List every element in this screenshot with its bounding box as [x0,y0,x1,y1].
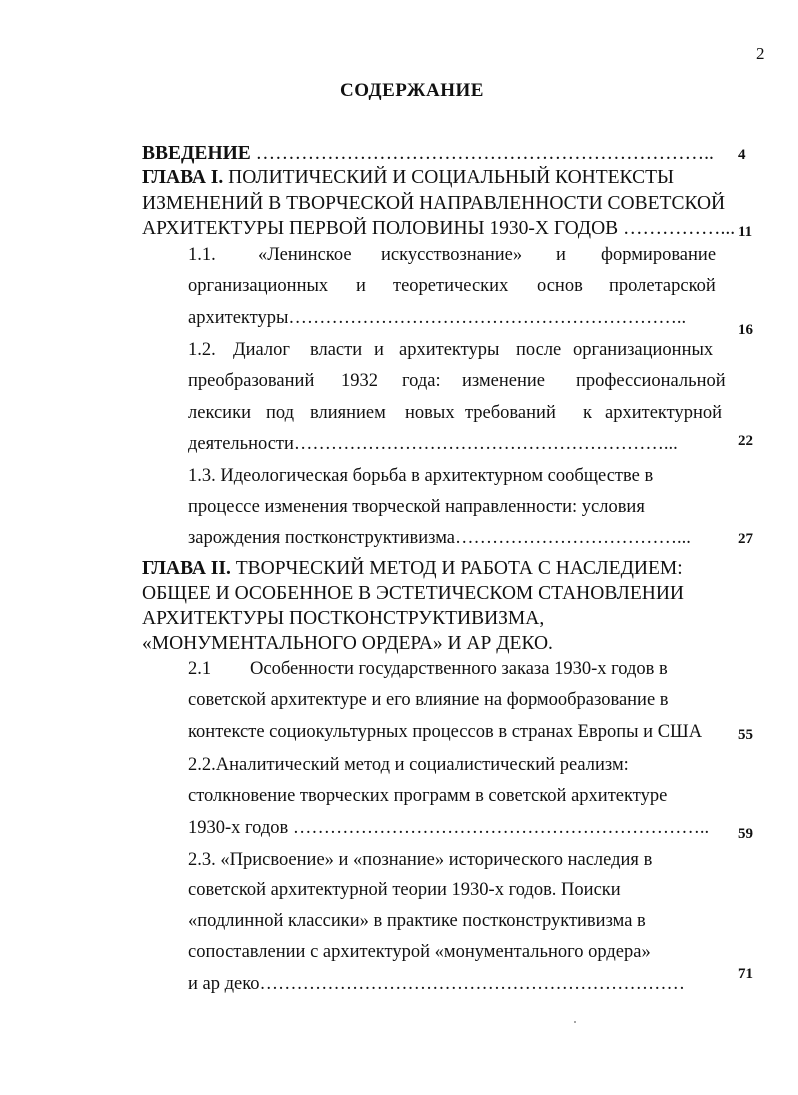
chapter-1-label: ГЛАВА I. [142,167,224,188]
section-1-1-page: 16 [738,322,753,338]
section-2-1-page: 55 [738,727,753,743]
section-1-2-w6: после [516,340,562,360]
intro-label: ВВЕДЕНИЕ [142,143,251,164]
section-1-1-w7: и [356,276,366,296]
chapter-1-title-2: ИЗМЕНЕНИЙ В ТВОРЧЕСКОЙ НАПРАВЛЕННОСТИ СОВЕТСКОЙ [142,193,726,214]
section-1-2-w17: требований [465,403,556,423]
section-2-1-number: 2.1 [188,659,212,679]
section-1-3-page: 27 [738,531,753,547]
section-2-2-line-1: 2.2.Аналитический метод и социалистический реализм: [188,755,629,775]
section-2-1-line-3: контексте социокультурных процессов в странах Европы и США [188,722,703,742]
section-2-2-line-3: 1930-х годов ………………………………………………………….. [188,818,710,838]
section-2-3-line-1: 2.3. «Присвоение» и «познание» исторического наследия в [188,850,653,870]
section-1-2-w7: организационных [573,340,714,360]
page-title: СОДЕРЖАНИЕ [340,80,484,101]
section-1-2-w2: Диалог [233,340,290,360]
section-1-2-w5: архитектуры [399,340,500,360]
section-2-3-line-3: «подлинной классики» в практике постконструктивизма в [188,911,646,931]
section-1-1-w11: архитектуры……………………………………………………….. [188,308,687,328]
chapter-1-page: 11 [738,224,753,240]
section-2-3-line-2: советской архитектурной теории 1930-х годов. Поиски [188,880,621,900]
section-2-3-page: 71 [738,966,753,982]
section-1-2-w4: и [374,340,384,360]
section-1-3-line-2: процессе изменения творческой направленности: условия [188,497,645,517]
chapter-1-title-1: ПОЛИТИЧЕСКИЙ И СОЦИАЛЬНЫЙ КОНТЕКСТЫ [228,167,674,188]
section-1-1-w1: 1.1. [188,245,216,265]
section-1-3-line-3: зарождения постконструктивизма………………………………... [188,528,691,548]
section-1-2-w11: изменение [462,371,545,391]
intro-page: 4 [738,147,746,163]
chapter-1-line-1 [142,167,674,189]
section-2-3-line-5: и ар деко…………………………………………………………… [188,974,686,994]
section-1-1-w2: «Ленинское [258,245,352,265]
section-2-2-line-2: столкновение творческих программ в советской архитектуре [188,786,668,806]
section-1-2-w15: влиянием [310,403,386,423]
section-1-2-w14: под [266,403,295,423]
chapter-2-title-3: АРХИТЕКТУРЫ ПОСТКОНСТРУКТИВИЗМА, [142,608,545,629]
chapter-2-label: ГЛАВА II. [142,558,231,579]
toc-entry-intro[interactable] [142,143,714,165]
section-2-2-page: 59 [738,826,753,842]
section-1-2-w12: профессиональной [576,371,726,391]
section-1-2-w18: к [583,403,592,423]
section-1-2-w1: 1.2. [188,340,216,360]
section-1-2-w16: новых [405,403,455,423]
section-1-1-w5: формирование [601,245,717,265]
page-number: 2 [756,44,765,63]
section-1-1-w9: основ [537,276,583,296]
section-1-3-line-1: 1.3. Идеологическая борьба в архитектурном сообществе в [188,466,654,486]
section-2-1-line-2: советской архитектуре и его влияние на формообразование в [188,690,669,710]
scan-speck [574,1021,576,1023]
section-1-2-w9: 1932 [341,371,378,391]
section-1-2-w19: архитектурной [605,403,723,423]
chapter-1-title-3: АРХИТЕКТУРЫ ПЕРВОЙ ПОЛОВИНЫ 1930-Х ГОДОВ ……………... [142,218,736,239]
chapter-2-line-1 [142,558,683,580]
section-1-2-w13: лексики [188,403,251,423]
chapter-2-title-1: ТВОРЧЕСКИЙ МЕТОД И РАБОТА С НАСЛЕДИЕМ: [235,558,683,579]
section-1-1-w6: организационных [188,276,329,296]
section-1-2-w3: власти [310,340,363,360]
section-1-1-w10: пролетарской [609,276,716,296]
chapter-2-title-4: «МОНУМЕНТАЛЬНОГО ОРДЕРА» И АР ДЕКО. [142,633,553,654]
section-1-1-w8: теоретических [393,276,509,296]
section-2-3-line-4: сопоставлении с архитектурой «монументального ордера» [188,942,651,962]
section-2-1-line-1: Особенности государственного заказа 1930-х годов в [250,659,668,679]
chapter-2-title-2: ОБЩЕЕ И ОСОБЕННОЕ В ЭСТЕТИЧЕСКОМ СТАНОВЛЕНИИ [142,583,684,604]
section-1-1-w3: искусствознание» [381,245,523,265]
section-1-2-w10: года: [402,371,441,391]
intro-dots: …………………………………………………………….. [255,143,714,164]
section-1-2-w20: деятельности……………………………………………………... [188,434,678,454]
section-1-2-page: 22 [738,433,753,449]
section-1-2-w8: преобразований [188,371,315,391]
section-1-1-w4: и [556,245,566,265]
